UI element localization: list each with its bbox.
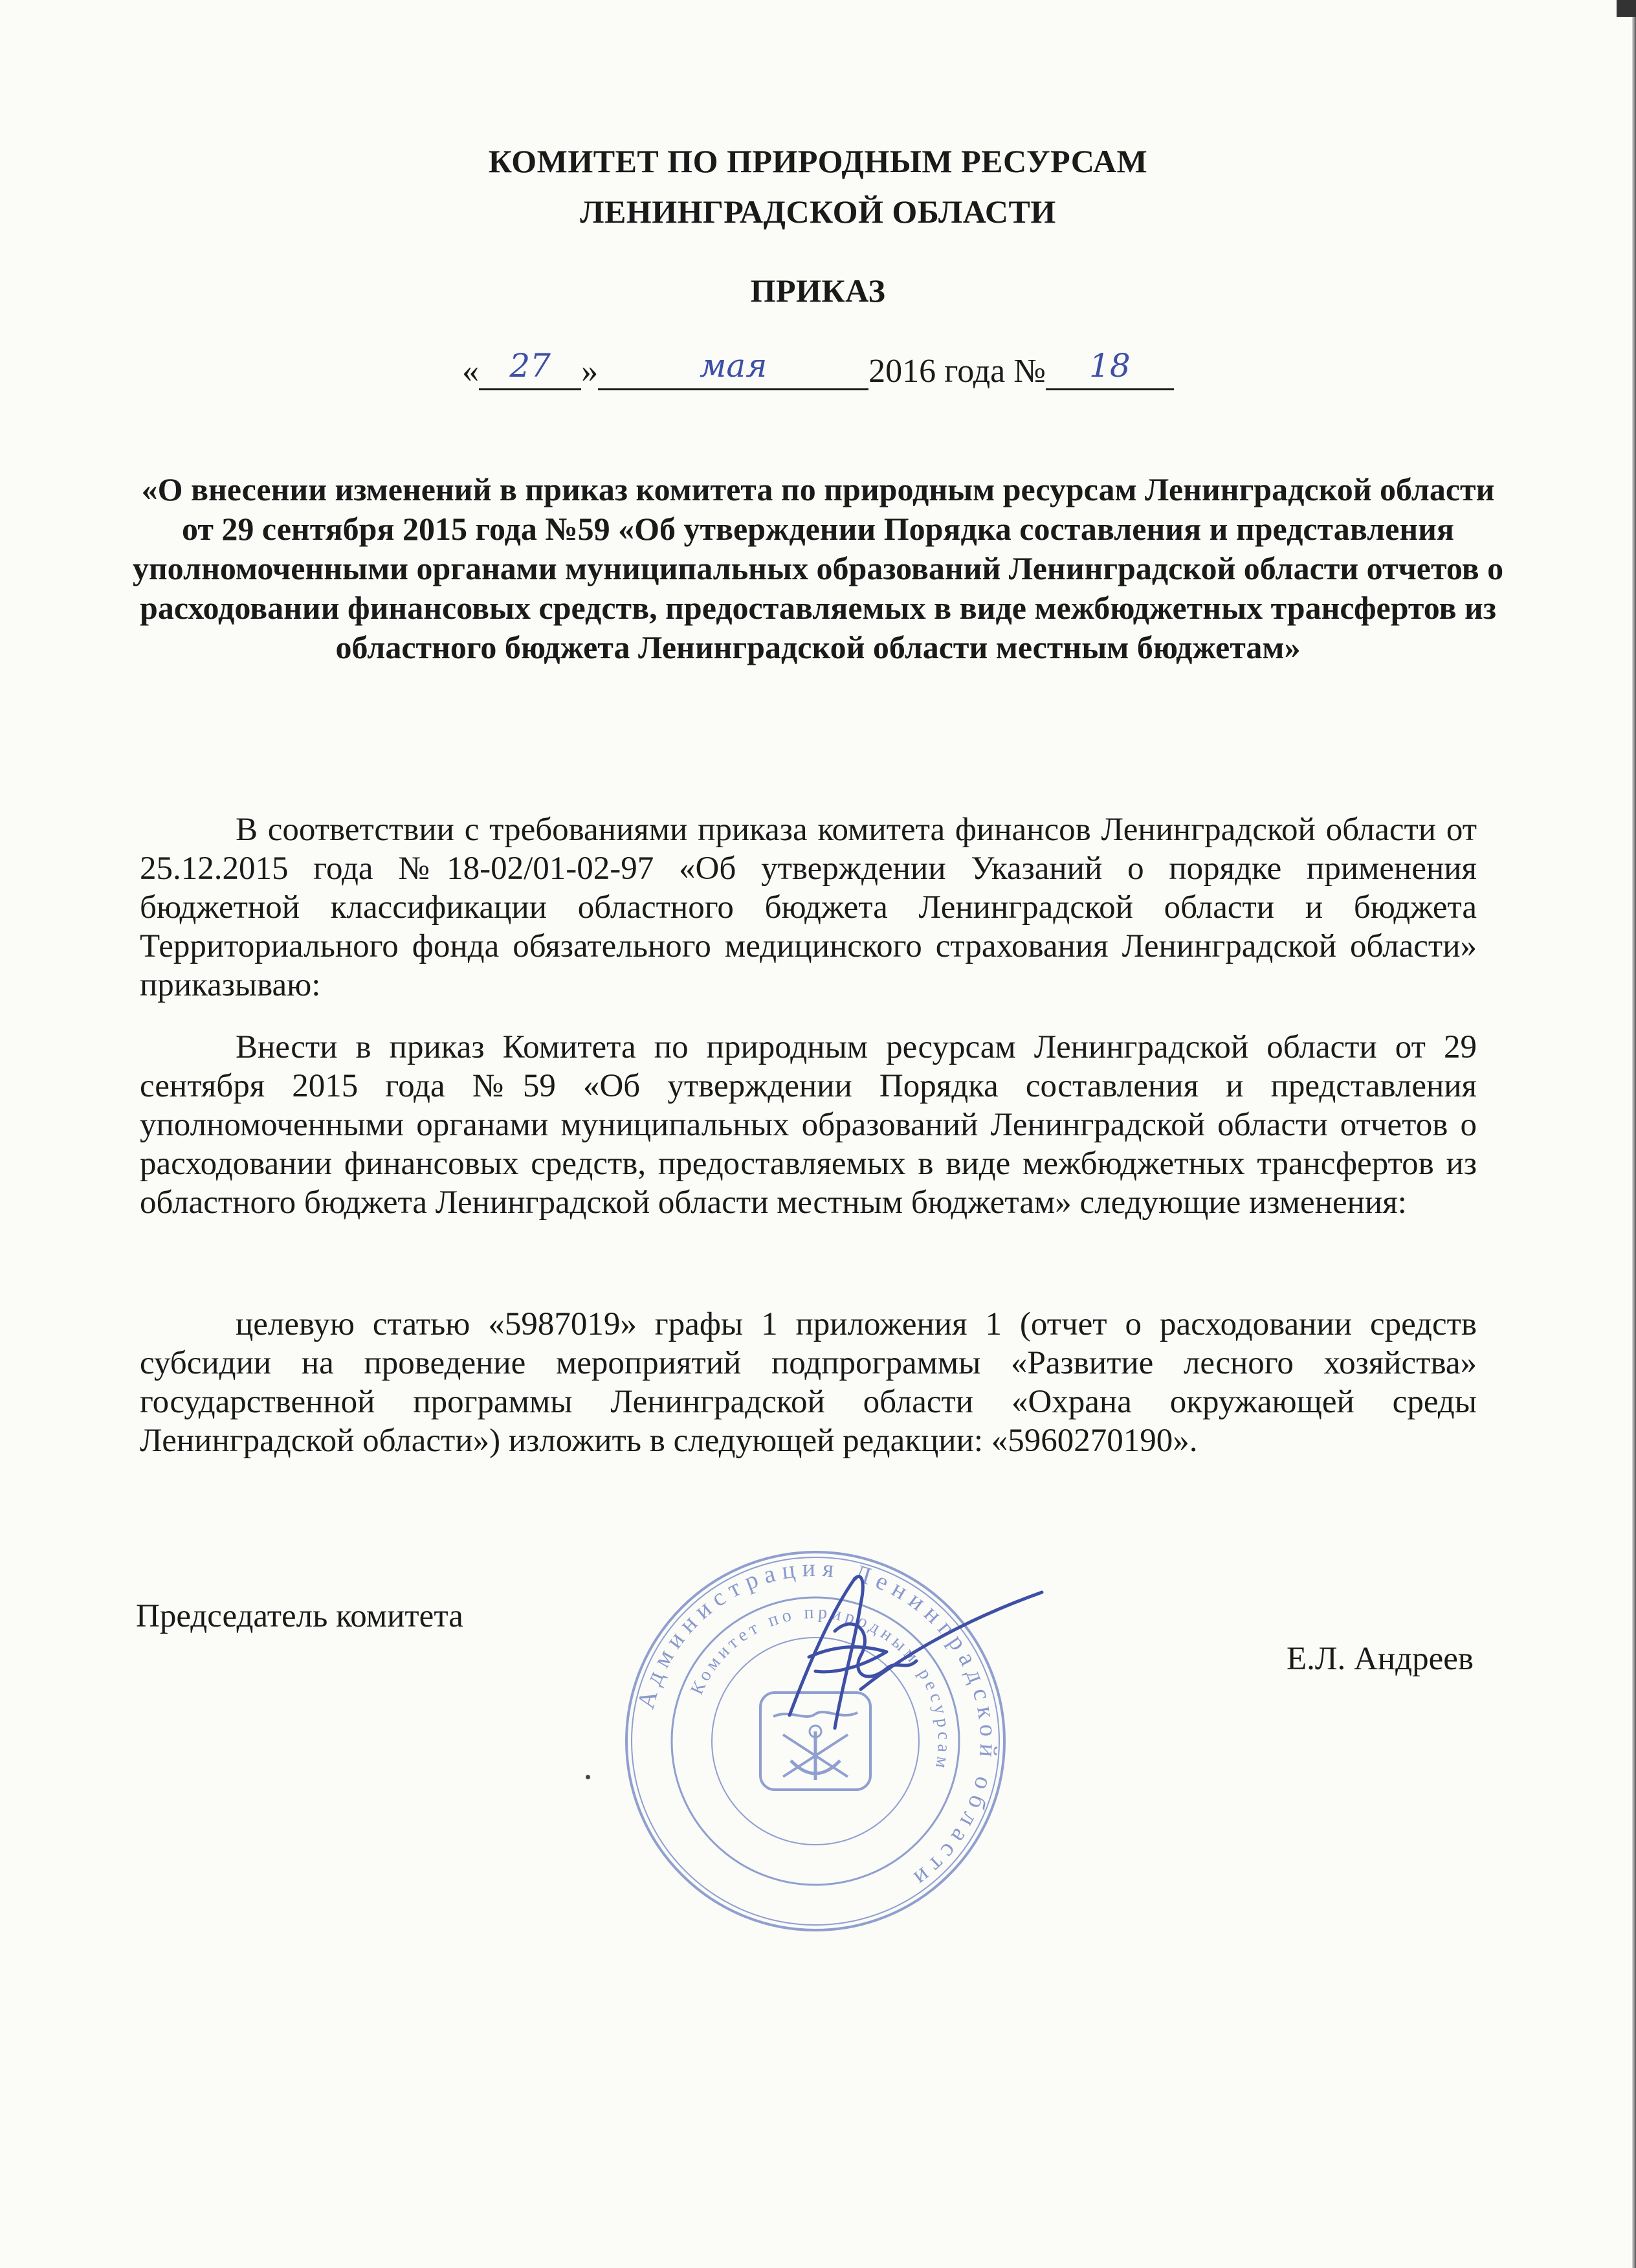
paragraph-1-text: В соответствии с требованиями приказа комитета финансов Ленинградской области от 25.12.2015 года №18-02/01-02-97 «Об утверждении Указаний о порядке применения бюджетной классификации областного бюджета Ленинградской области и бюджета Территориального фонда обязательного медицинского страхования Ленинградской области» приказываю: bbox=[140, 812, 1477, 1003]
stamp-inner-text: Комитет по природным ресурсам bbox=[687, 1602, 955, 1774]
month-handwritten: мая bbox=[699, 347, 768, 384]
open-quote: « bbox=[462, 353, 480, 390]
document-type: ПРИКАЗ bbox=[750, 272, 886, 309]
org-name-line2: ЛЕНИНГРАДСКОЙ ОБЛАСТИ bbox=[580, 194, 1056, 230]
body-paragraph-1 bbox=[140, 810, 1477, 1005]
handwritten-signature bbox=[764, 1553, 1061, 1761]
body-paragraph-2 bbox=[140, 1028, 1477, 1222]
org-name-line1: КОМИТЕТ ПО ПРИРОДНЫМ РЕСУРСАМ bbox=[488, 143, 1148, 179]
scan-corner-mark bbox=[1617, 0, 1636, 17]
year-and-number-label: 2016 года № bbox=[868, 353, 1046, 390]
order-title: «О внесении изменений в приказ комитета по природным ресурсам Ленинградской области от 29 сентября 2015 года №59 «Об утверждении Порядка составления и представления уполномоченными органами муниципальных образований Ленинградской области отчетов о расходовании финансовых средств, предоставляемых в виде межбюджетных трансфертов из областного бюджета Ленинградской области местным бюджетам» bbox=[132, 471, 1504, 665]
paragraph-2-text: Внести в приказ Комитета по природным ресурсам Ленинградской области от 29 сентября 2015 года №59 «Об утверждении Порядка составления и представления уполномоченными органами муниципальных образований Ленинградской области отчетов о расходовании финансовых средств, предоставляемых в виде межбюджетных трансфертов из областного бюджета Ленинградской области местным бюджетам» следующие изменения: bbox=[140, 1029, 1477, 1221]
day-field bbox=[479, 347, 581, 390]
paragraph-3-text: целевую статью «5987019» графы 1 приложения 1 (отчет о расходовании средств субсидии на проведение мероприятий подпрограммы «Развитие лесного хозяйства» государственной программы Ленинградской области «Охрана окружающей среды Ленинградской области») изложить в следующей редакции: «5960270190». bbox=[140, 1306, 1477, 1459]
number-field bbox=[1046, 347, 1174, 390]
signatory-name: Е.Л. Андреев bbox=[1287, 1641, 1474, 1677]
page-edge-shadow bbox=[1632, 0, 1636, 2268]
signatory-position: Председатель комитета bbox=[136, 1598, 463, 1634]
number-handwritten: 18 bbox=[1089, 347, 1131, 384]
close-quote: » bbox=[581, 353, 599, 390]
body-paragraph-3 bbox=[140, 1305, 1477, 1460]
day-handwritten: 27 bbox=[509, 347, 551, 384]
scan-speck bbox=[586, 1775, 590, 1779]
stamp-outer-text: Администрация Ленинградской области bbox=[632, 1554, 1002, 1896]
month-field bbox=[598, 347, 868, 390]
order-date-number-line bbox=[0, 347, 1636, 390]
